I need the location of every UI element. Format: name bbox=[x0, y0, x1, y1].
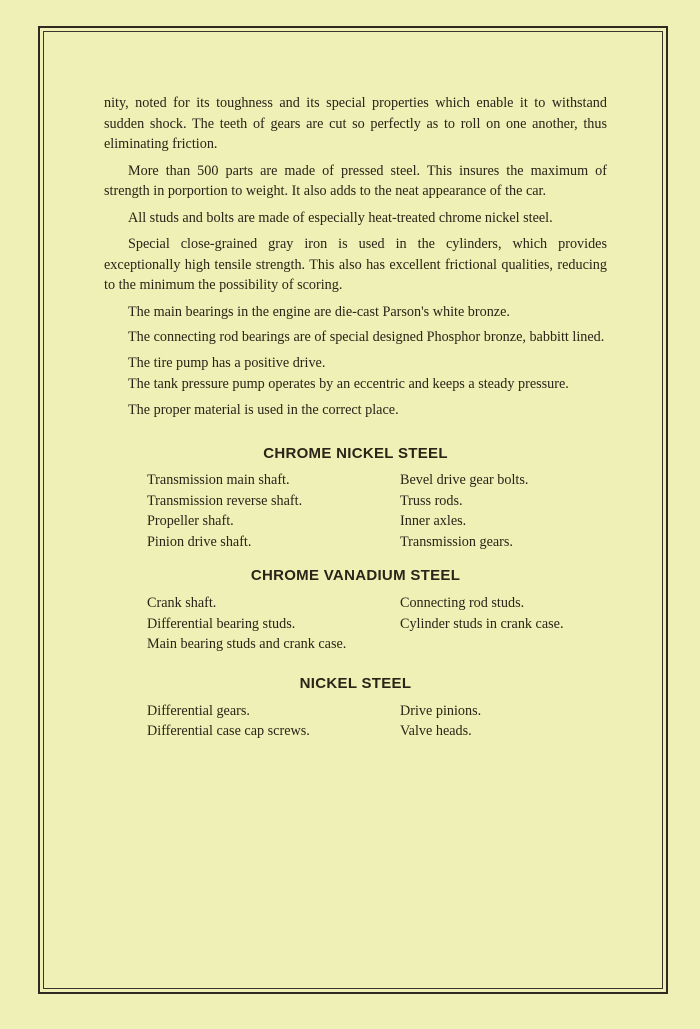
paragraph: All studs and bolts are made of especially heat-treated chrome nickel steel. bbox=[128, 209, 553, 226]
paragraph: nity, noted for its toughness and its special properties which enable it to withstand sudden shock. The teeth of gears are cut so perfectly as to roll on one another, thus eliminating friction. bbox=[104, 95, 607, 152]
list-item: Cylinder studs in crank case. bbox=[400, 615, 564, 632]
material-list-chrome-nickel-steel bbox=[147, 470, 607, 552]
paragraph: Special close-grained gray iron is used in the cylinders, which provides exceptionally high tensile strength. This also has excellent frictional qualities, reducing to the minimum the possibility of scoring. bbox=[104, 236, 607, 293]
paragraph: The tire pump has a positive drive. bbox=[128, 354, 326, 371]
list-item: Bevel drive gear bolts. bbox=[400, 472, 529, 488]
list-item: Differential gears. bbox=[147, 702, 250, 719]
paragraph: More than 500 parts are made of pressed steel. This insures the maximum of strength in porportion to weight. It also adds to the neat appearance of the car. bbox=[104, 162, 607, 199]
paragraph: The connecting rod bearings are of special designed Phosphor bronze, babbitt lined. bbox=[128, 329, 605, 345]
list-item: Transmission reverse shaft. bbox=[147, 492, 303, 509]
list-item: Inner axles. bbox=[400, 513, 467, 529]
section-title-chrome-vanadium-steel: CHROME VANADIUM STEEL bbox=[250, 567, 461, 584]
list-item: Valve heads. bbox=[400, 723, 472, 739]
list-item: Crank shaft. bbox=[147, 595, 217, 611]
list-item: Connecting rod studs. bbox=[400, 595, 525, 611]
material-list-nickel-steel bbox=[147, 701, 607, 742]
page-content bbox=[104, 93, 607, 742]
list-item: Differential bearing studs. bbox=[147, 615, 296, 632]
paragraph: The main bearings in the engine are die-cast Parson's white bronze. bbox=[128, 303, 510, 320]
list-item: Transmission gears. bbox=[400, 533, 513, 550]
list-item: Main bearing studs and crank case. bbox=[147, 636, 347, 652]
paragraph: The tank pressure pump operates by an eccentric and keeps a steady pressure. bbox=[128, 376, 569, 392]
list-item: Pinion drive shaft. bbox=[147, 533, 252, 550]
paragraph: The proper material is used in the correct place. bbox=[128, 401, 399, 418]
list-item: Propeller shaft. bbox=[147, 513, 234, 529]
section-title-chrome-nickel-steel: CHROME NICKEL STEEL bbox=[263, 445, 448, 462]
list-item: Transmission main shaft. bbox=[147, 472, 290, 488]
list-item: Differential case cap screws. bbox=[147, 723, 310, 739]
section-title-nickel-steel: NICKEL STEEL bbox=[299, 674, 412, 692]
list-item: Drive pinions. bbox=[400, 702, 482, 719]
list-item: Truss rods. bbox=[400, 492, 463, 509]
material-list-chrome-vanadium-steel bbox=[147, 593, 607, 655]
